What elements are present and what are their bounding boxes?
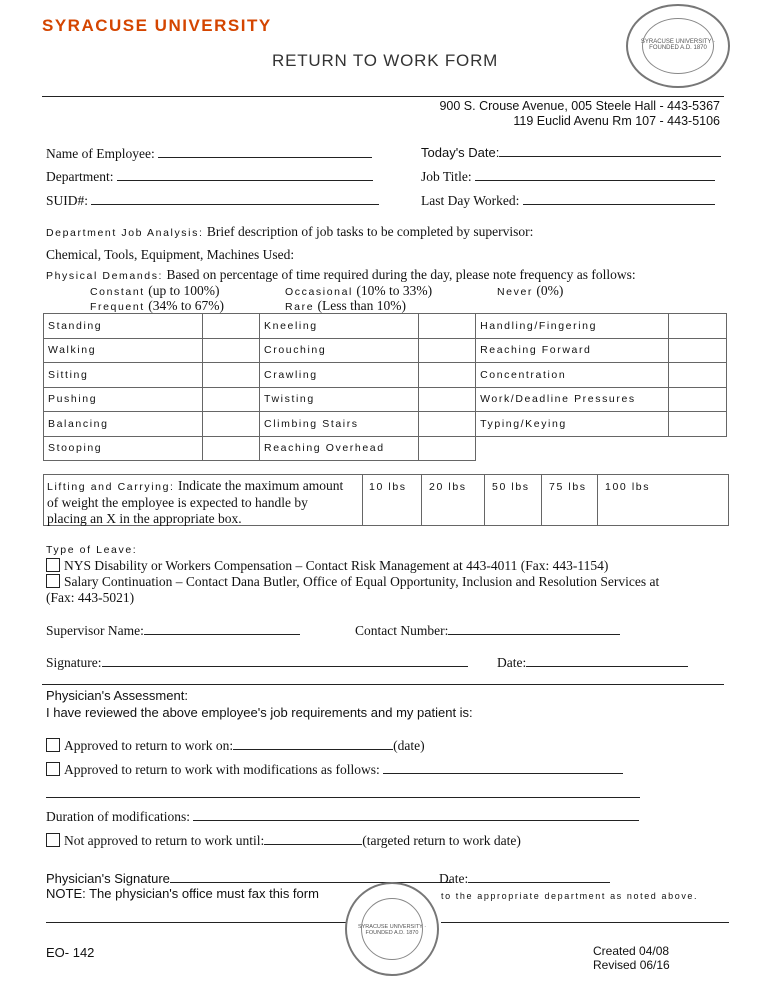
physician-statement: I have reviewed the above employee's job requirements and my patient is: [46,705,473,720]
weight-75[interactable]: 75 lbs [549,481,587,493]
physician-signature-field[interactable]: Physician's Signature [46,870,452,886]
lifting-table [43,474,729,526]
physician-date-field[interactable]: Date: [439,870,610,887]
address-line-1: 900 S. Crouse Avenue, 005 Steele Hall - 443-5367 [439,99,720,113]
checkbox[interactable] [46,574,60,588]
table-row: Pushing Twisting Work/Deadline Pressures [44,387,727,412]
checkbox-cell[interactable] [202,338,260,363]
weight-20[interactable]: 20 lbs [429,481,467,493]
header-rule [42,96,724,97]
job-analysis-text: Brief description of job tasks to be completed by supervisor: [206,224,534,239]
leave-option-salary[interactable]: Salary Continuation – Contact Dana Butler, Office of Equal Opportunity, Inclusion and Resolution Services at [46,574,659,590]
job-analysis-heading: Department Job Analysis: [46,227,204,239]
checkbox[interactable] [46,833,60,847]
fax-note-cont: to the appropriate department as noted above. [441,891,699,901]
form-code: EO- 142 [46,945,95,960]
revised-date: Revised 06/16 [593,958,670,972]
freq-occasional: Occasional (10% to 33%) [285,283,433,298]
freq-constant: Constant (up to 100%) [90,283,220,298]
weight-50[interactable]: 50 lbs [492,481,530,493]
approved-option[interactable]: Approved to return to work on: (date) [46,737,425,754]
checkbox-cell[interactable] [202,436,260,461]
physical-demands-text: Based on percentage of time required during the day, please note frequency as follows: [166,267,636,282]
suid-field[interactable]: SUID#: [46,192,379,209]
supervisor-date-field[interactable]: Date: [497,654,688,671]
university-seal-top [626,4,730,88]
checkbox-cell[interactable] [202,412,260,437]
signature-line-left [46,922,346,923]
checkbox-cell[interactable] [669,314,727,339]
checkbox-cell[interactable] [418,436,476,461]
todays-date-field[interactable]: Today's Date: [421,144,721,160]
table-row: Sitting Crawling Concentration [44,363,727,388]
checkbox-cell[interactable] [202,387,260,412]
freq-frequent: Frequent (34% to 67%) [90,298,224,313]
weight-100[interactable]: 100 lbs [605,481,651,493]
university-wordmark: SYRACUSE UNIVERSITY [42,16,272,35]
physical-demands-table [43,313,727,461]
job-analysis-line [46,224,533,240]
table-row: Standing Kneeling Handling/Fingering [44,314,727,339]
checkbox-cell[interactable] [669,363,727,388]
leave-option-salary-fax: (Fax: 443-5021) [46,590,135,605]
not-approved-option[interactable]: Not approved to return to work until: (targeted return to work date) [46,832,521,849]
lifting-description: Lifting and Carrying: Indicate the maximum amount of weight the employee is expected to handle by placing an X in the appropriate box. [47,478,344,526]
freq-never: Never (0%) [497,283,564,298]
checkbox-cell[interactable] [202,314,260,339]
physical-demands-heading: Physical Demands: [46,270,164,282]
modifications-option[interactable]: Approved to return to work with modifications as follows: [46,761,623,778]
physician-rule [42,684,724,685]
contact-number-field[interactable]: Contact Number: [355,622,620,639]
checkbox-cell[interactable] [418,412,476,437]
fax-note: NOTE: The physician's office must fax this form [46,886,319,901]
form-title: RETURN TO WORK FORM [272,51,499,70]
university-seal-bottom [345,882,439,976]
last-day-worked-field[interactable]: Last Day Worked: [421,192,715,209]
physician-heading: Physician's Assessment: [46,688,188,703]
checkbox-cell[interactable] [418,363,476,388]
leave-option-disability[interactable]: NYS Disability or Workers Compensation – Contact Risk Management at 443-4011 (Fax: 443-1154) [46,558,608,574]
duration-field[interactable]: Duration of modifications: [46,808,639,825]
employee-name-field[interactable]: Name of Employee: [46,145,372,162]
leave-heading: Type of Leave: [46,544,138,556]
checkbox[interactable] [46,762,60,776]
weight-10[interactable]: 10 lbs [369,481,407,493]
job-title-field[interactable]: Job Title: [421,168,715,185]
checkbox-cell[interactable] [669,387,727,412]
checkbox-cell[interactable] [669,412,727,437]
freq-rare: Rare (Less than 10%) [285,298,407,313]
checkbox[interactable] [46,558,60,572]
department-field[interactable]: Department: [46,168,373,185]
physical-demands-line [46,267,636,283]
checkbox-cell[interactable] [418,338,476,363]
seal-text: SYRACUSE UNIVERSITY · FOUNDED A.D. 1870 [357,924,427,936]
signature-line-right [441,922,729,923]
checkbox-cell[interactable] [669,338,727,363]
checkbox-cell[interactable] [418,314,476,339]
table-row: Balancing Climbing Stairs Typing/Keying [44,412,727,437]
table-row: Stooping Reaching Overhead [44,436,727,461]
address-line-2: 119 Euclid Avenu Rm 107 - 443-5106 [513,114,720,128]
table-row: Walking Crouching Reaching Forward [44,338,727,363]
checkbox-cell[interactable] [202,363,260,388]
created-date: Created 04/08 [593,944,670,958]
checkbox[interactable] [46,738,60,752]
supervisor-signature-field[interactable]: Signature: [46,654,468,671]
supervisor-name-field[interactable]: Supervisor Name: [46,622,300,639]
seal-text: SYRACUSE UNIVERSITY · FOUNDED A.D. 1870 [640,39,716,51]
checkbox-cell[interactable] [418,387,476,412]
modifications-line[interactable] [46,797,640,798]
chemicals-label: Chemical, Tools, Equipment, Machines Used: [46,247,295,262]
